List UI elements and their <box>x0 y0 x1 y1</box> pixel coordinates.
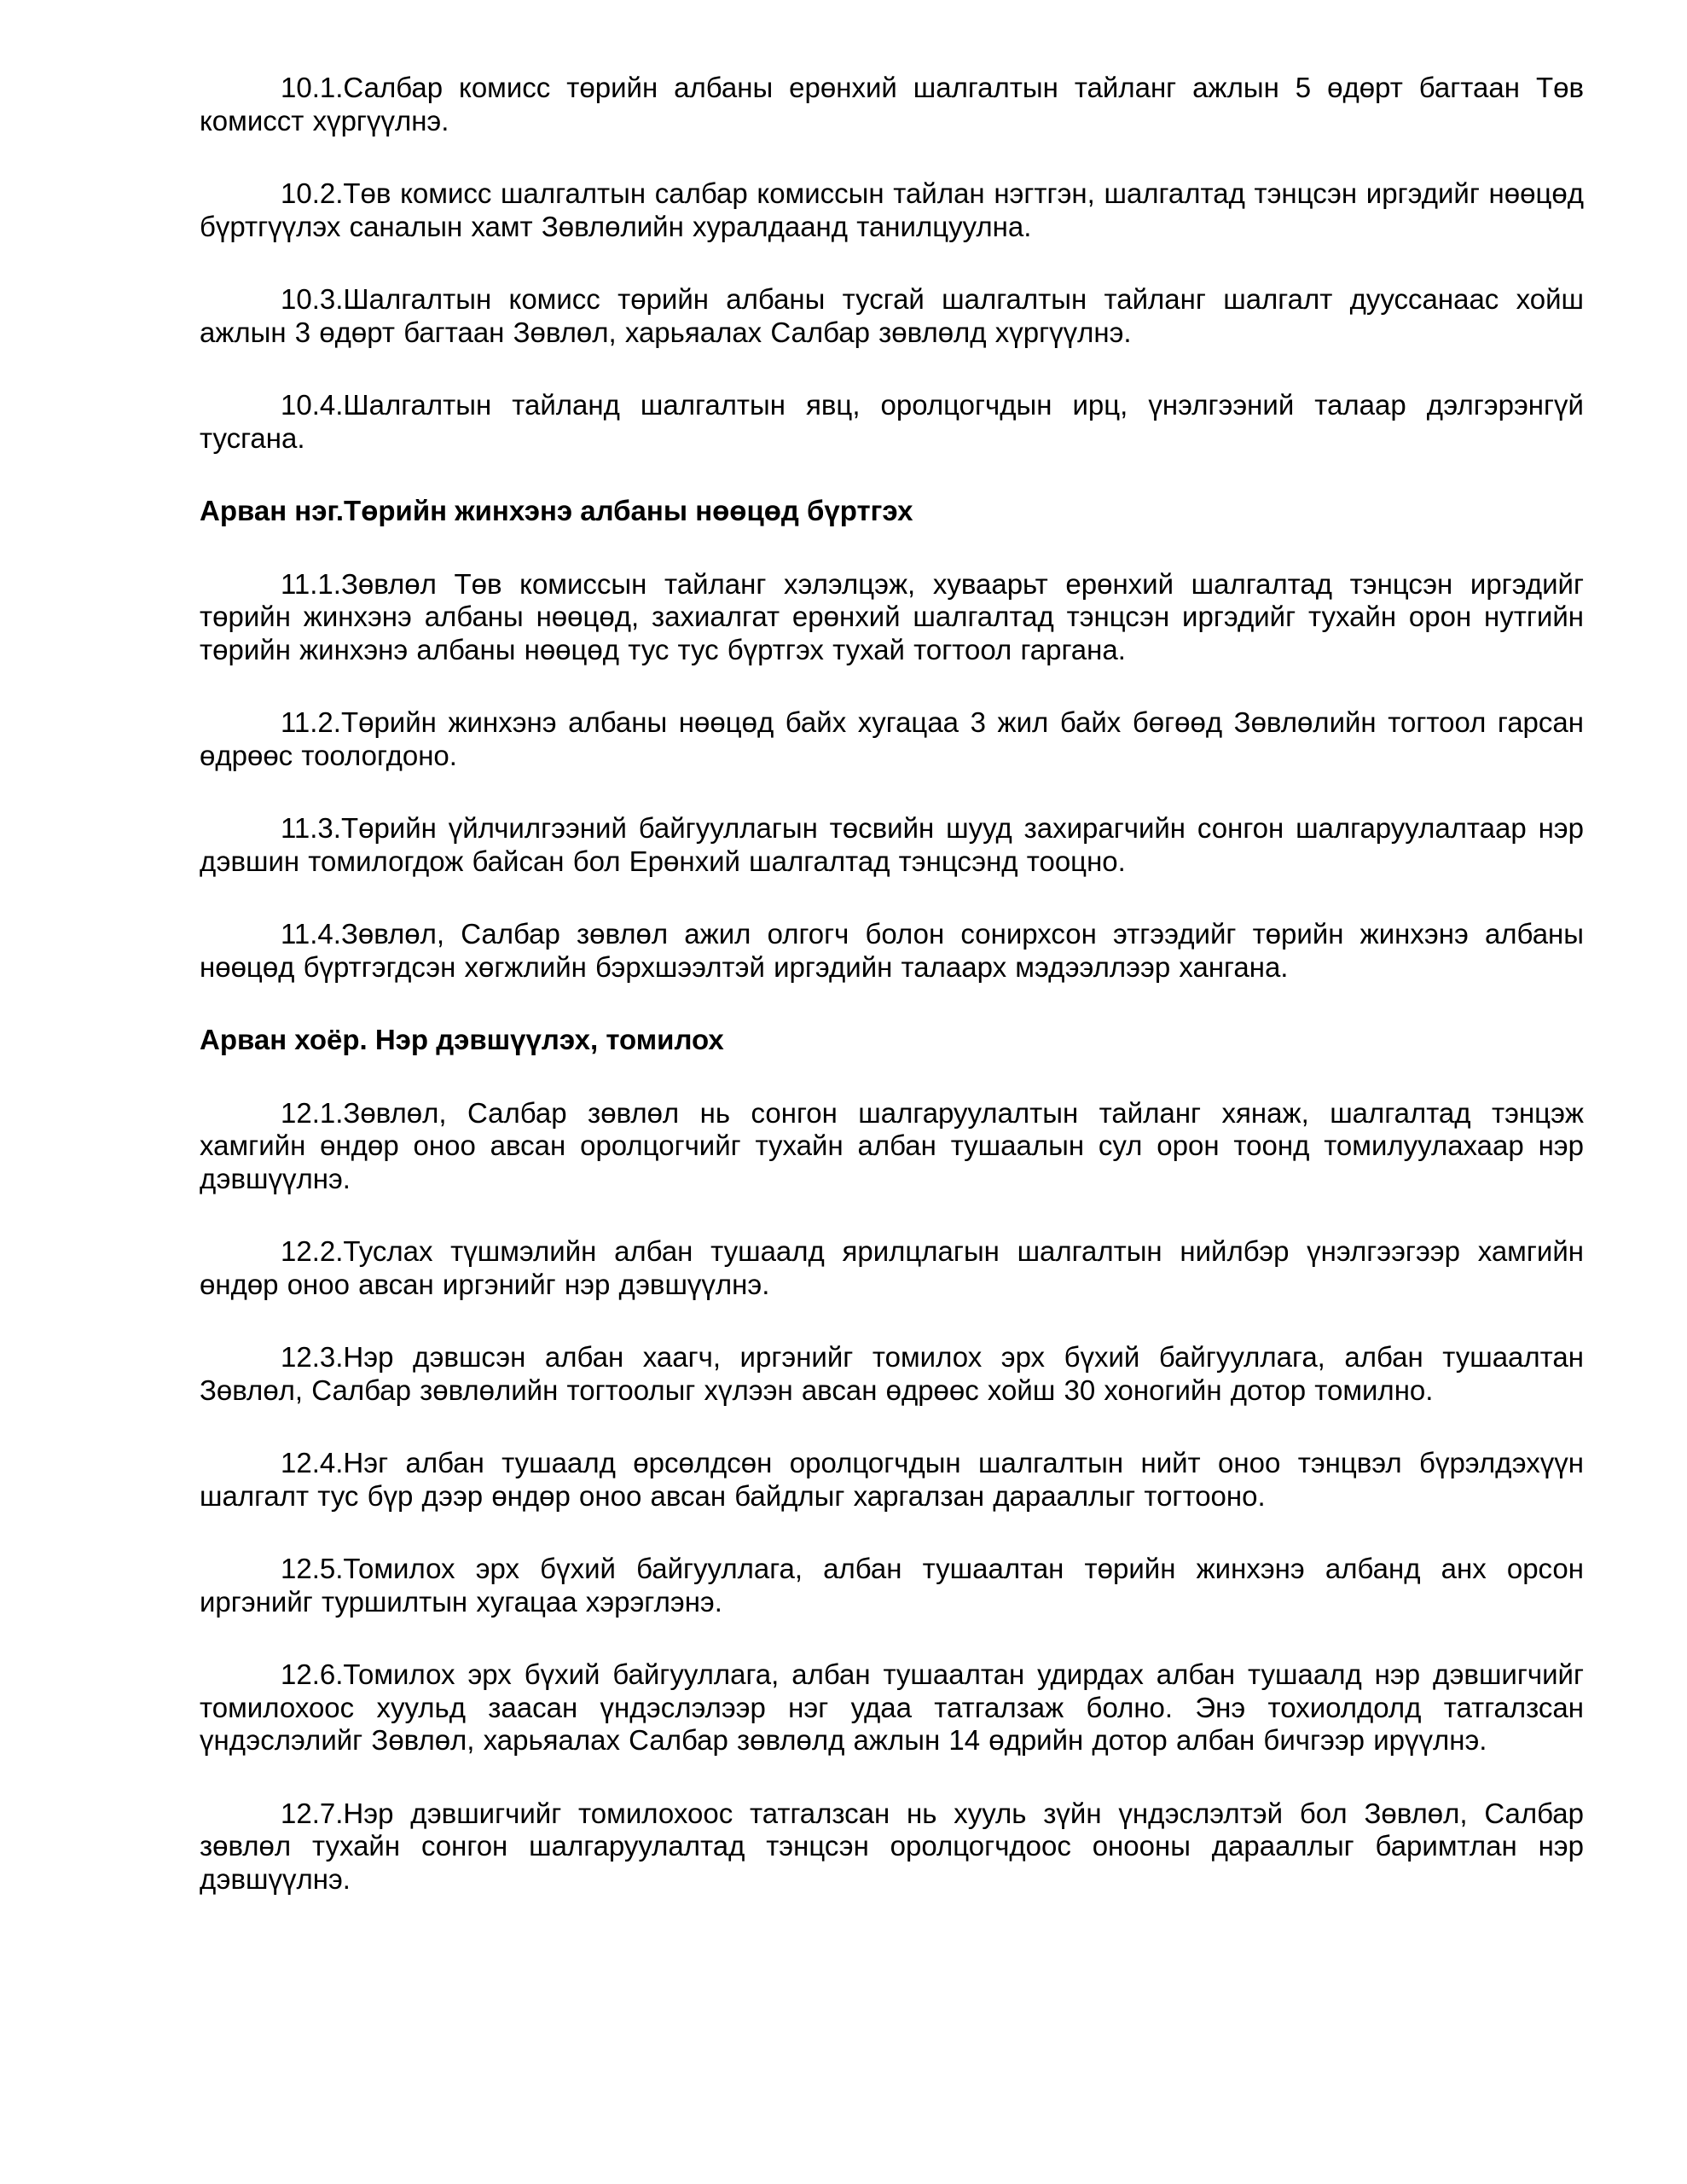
paragraph-11-4: 11.4.Зөвлөл, Салбар зөвлөл ажил олгогч болон сонирхсон этгээдийг төрийн жинхэнэ албаны нөөцөд бүртгэгдсэн хөгжлийн бэрхшээлтэй иргэдийн талаарх мэдээллээр хангана. <box>200 918 1584 983</box>
paragraph-11-2: 11.2.Төрийн жинхэнэ албаны нөөцөд байх хугацаа 3 жил байх бөгөөд Зөвлөлийн тогтоол гарсан өдрөөс тоологдоно. <box>200 706 1584 771</box>
paragraph-12-7: 12.7.Нэр дэвшигчийг томилохоос татгалзсан нь хууль зүйн үндэслэлтэй бол Зөвлөл, Салбар зөвлөл тухайн сонгон шалгаруулалтад тэнцсэн оролцогчдоос онооны дарааллыг баримтлан нэр дэвшүүлнэ. <box>200 1797 1584 1895</box>
paragraph-11-1: 11.1.Зөвлөл Төв комиссын тайланг хэлэлцэж, хуваарьт ерөнхий шалгалтад тэнцсэн иргэдийг төрийн жинхэнэ албаны нөөцөд, захиалгат ерөнхий шалгалтад тэнцсэн иргэдийг тухайн орон нутгийн төрийн жинхэнэ албаны нөөцөд тус тус бүртгэх тухай тогтоол гаргана. <box>200 567 1584 665</box>
paragraph-12-4: 12.4.Нэг албан тушаалд өрсөлдсөн оролцогчдын шалгалтын нийт оноо тэнцвэл бүрэлдэхүүн шалгалт тус бүр дээр өндөр оноо авсан байдлыг харгалзан дарааллыг тогтооно. <box>200 1447 1584 1512</box>
paragraph-12-5: 12.5.Томилох эрх бүхий байгууллага, албан тушаалтан төрийн жинхэнэ албанд анх орсон иргэнийг туршилтын хугацаа хэрэглэнэ. <box>200 1553 1584 1618</box>
paragraph-10-2: 10.2.Төв комисс шалгалтын салбар комиссын тайлан нэгтгэн, шалгалтад тэнцсэн иргэдийг нөөцөд бүртгүүлэх саналын хамт Зөвлөлийн хуралдаанд танилцуулна. <box>200 177 1584 242</box>
paragraph-10-4: 10.4.Шалгалтын тайланд шалгалтын явц, оролцогчдын ирц, үнэлгээний талаар дэлгэрэнгүй тусгана. <box>200 389 1584 454</box>
paragraph-10-3: 10.3.Шалгалтын комисс төрийн албаны тусгай шалгалтын тайланг шалгалт дууссанаас хойш ажлын 3 өдөрт багтаан Зөвлөл, харьяалах Салбар зөвлөлд хүргүүлнэ. <box>200 283 1584 348</box>
document-content <box>200 72 1584 1936</box>
paragraph-11-3: 11.3.Төрийн үйлчилгээний байгууллагын төсвийн шууд захирагчийн сонгон шалгаруулалтаар нэр дэвшин томилогдож байсан бол Ерөнхий шалгалтад тэнцсэнд тооцно. <box>200 812 1584 877</box>
paragraph-12-1: 12.1.Зөвлөл, Салбар зөвлөл нь сонгон шалгаруулалтын тайланг хянаж, шалгалтад тэнцэж хамгийн өндөр оноо авсан оролцогчийг тухайн албан тушаалын сул орон тоонд томилуулахаар нэр дэвшүүлнэ. <box>200 1096 1584 1194</box>
paragraph-10-1: 10.1.Салбар комисс төрийн албаны ерөнхий шалгалтын тайланг ажлын 5 өдөрт багтаан Төв комисст хүргүүлнэ. <box>200 72 1584 136</box>
paragraph-12-3: 12.3.Нэр дэвшсэн албан хаагч, иргэнийг томилох эрх бүхий байгууллага, албан тушаалтан Зөвлөл, Салбар зөвлөлийн тогтоолыг хүлээн авсан өдрөөс хойш 30 хоногийн дотор томилно. <box>200 1341 1584 1406</box>
paragraph-12-2: 12.2.Туслах түшмэлийн албан тушаалд ярилцлагын шалгалтын нийлбэр үнэлгээгээр хамгийн өндөр оноо авсан иргэнийг нэр дэвшүүлнэ. <box>200 1235 1584 1300</box>
section-heading-twelve: Арван хоёр. Нэр дэвшүүлэх, томилох <box>200 1024 724 1055</box>
section-heading-eleven: Арван нэг.Төрийн жинхэнэ албаны нөөцөд бүртгэх <box>200 495 913 526</box>
paragraph-12-6: 12.6.Томилох эрх бүхий байгууллага, албан тушаалтан удирдах албан тушаалд нэр дэвшигчийг томилохоос хуульд заасан үндэслэлээр нэг удаа татгалзаж болно. Энэ тохиолдолд татгалзсан үндэслэлийг Зөвлөл, харьяалах Салбар зөвлөлд ажлын 14 өдрийн дотор албан бичгээр ирүүлнэ. <box>200 1658 1584 1756</box>
